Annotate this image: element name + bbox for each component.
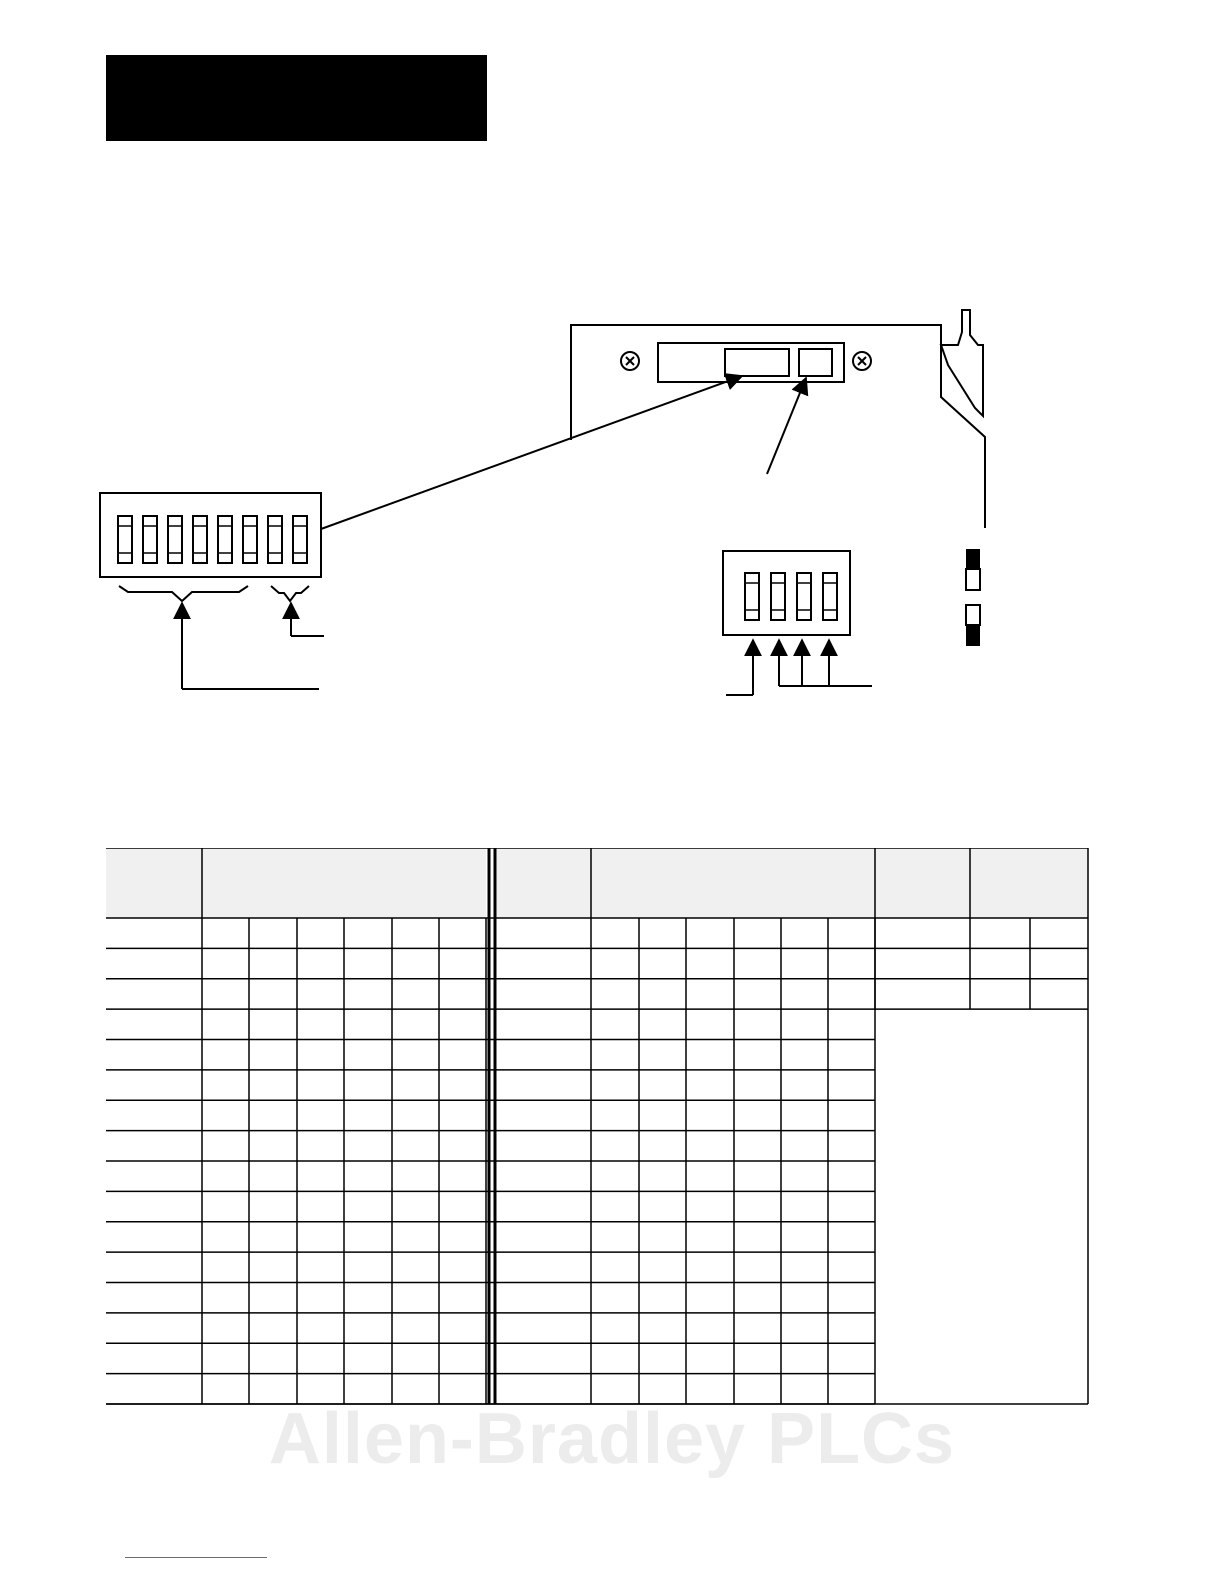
footer-link-line xyxy=(125,1557,267,1558)
jumper-position-top xyxy=(966,549,980,590)
dip-switch xyxy=(218,516,232,563)
screw-icon xyxy=(621,352,639,370)
dip-switch xyxy=(168,516,182,563)
header-cell xyxy=(106,848,202,918)
switch-settings-table xyxy=(106,848,1090,1408)
watermark-text: Allen-Bradley PLCs xyxy=(268,1399,956,1479)
dip-switch xyxy=(193,516,207,563)
ejector-latch xyxy=(941,310,983,416)
jumper-position-bottom xyxy=(966,605,980,646)
switch-bank-small xyxy=(723,551,850,635)
header-cell xyxy=(875,848,970,918)
dip-switch xyxy=(143,516,157,563)
module-board-outline xyxy=(571,325,985,528)
leader-arrow xyxy=(767,378,806,474)
dip-switch xyxy=(293,516,307,563)
table-grid-lines xyxy=(106,848,1088,1404)
bracket-switches-7-8 xyxy=(271,586,309,601)
screw-icon xyxy=(853,352,871,370)
dip-switch xyxy=(118,516,132,563)
switch-location-small xyxy=(799,349,832,376)
header-cell xyxy=(591,848,875,918)
dip-switch xyxy=(243,516,257,563)
module-diagram xyxy=(0,0,1224,760)
bracket-switches-1-6 xyxy=(119,586,248,601)
switch-location-large xyxy=(725,349,789,376)
switch-bank-large xyxy=(100,493,321,577)
dip-switch xyxy=(268,516,282,563)
header-cell xyxy=(202,848,486,918)
dip-switch xyxy=(797,573,811,620)
table-header-row xyxy=(106,848,1088,918)
header-cell xyxy=(496,848,591,918)
leader-arrow xyxy=(321,376,742,529)
dip-switch xyxy=(823,573,837,620)
dip-switch xyxy=(771,573,785,620)
header-cell xyxy=(970,848,1088,918)
dip-switch xyxy=(745,573,759,620)
